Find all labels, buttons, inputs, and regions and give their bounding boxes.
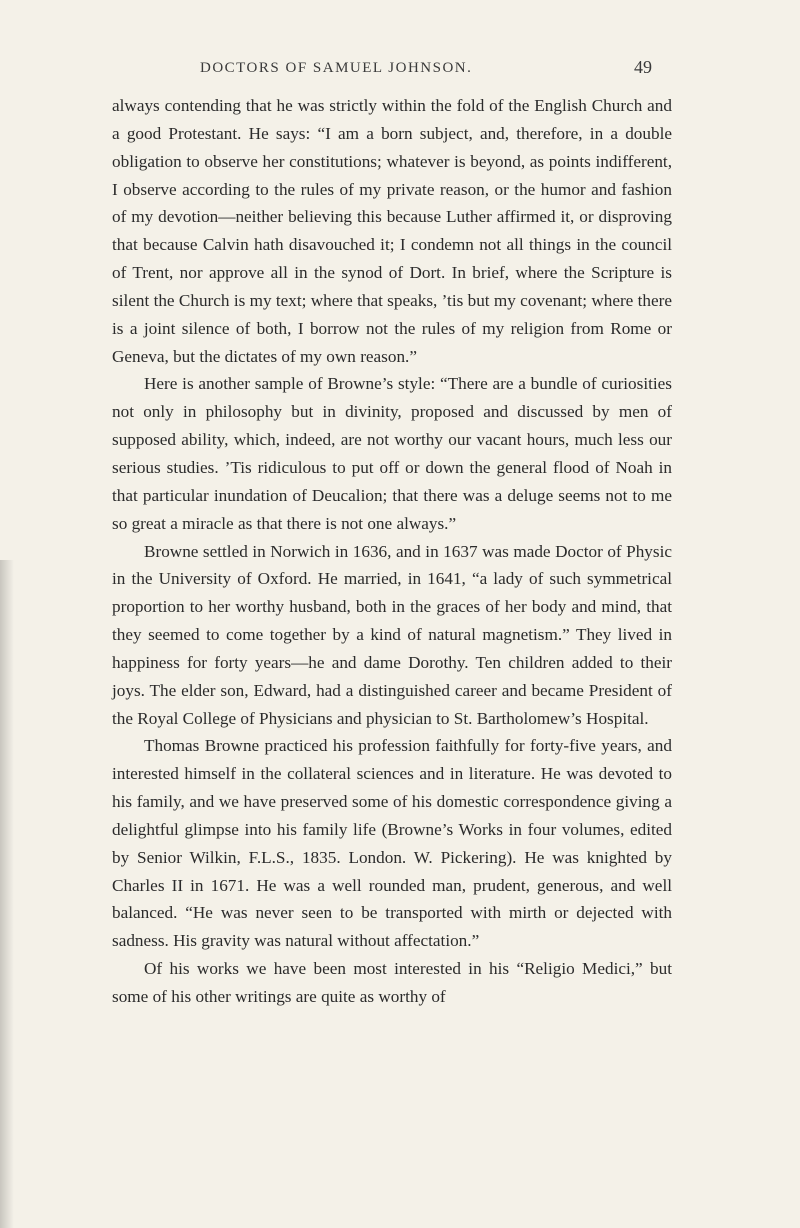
- paragraph-continued: always contending that he was strictly within the fold of the English Church and a good Protestant. He says: “I am a born subject, and, therefore, in a double obligation to observe her constitutions; whatever is beyond, as points indifferent, I observe according to the rules of my private reason, or the humor and fashion of my devotion—neither believing this because Luther affirmed it, or disproving that because Calvin hath disavouched it; I condemn not all things in the council of Trent, nor approve all in the synod of Dort. In brief, where the Scripture is silent the Church is my text; where that speaks, ’tis but my covenant; where there is a joint silence of both, I borrow not the rules of my religion from Rome or Geneva, but the dictates of my own reason.”: [112, 96, 672, 366]
- running-head: DOCTORS OF SAMUEL JOHNSON.: [200, 60, 473, 76]
- page-number: 49: [634, 57, 652, 77]
- paragraph: Browne settled in Norwich in 1636, and in 1637 was made Doctor of Physic in the University of Oxford. He married, in 1641, “a lady of such symmetrical proportion to her worthy husband, both in the graces of her body and mind, that they seemed to come together by a kind of natural magnetism.” They lived in happiness for forty years—he and dame Dorothy. Ten children added to their joys. The elder son, Edward, had a distinguished career and became President of the Royal College of Physicians and physician to St. Bartholomew’s Hospital.: [112, 541, 672, 728]
- paragraph: Thomas Browne practiced his profession faithfully for forty-five years, and interested himself in the collateral sciences and in literature. He was devoted to his family, and we have preserved some of his domestic correspondence giving a delightful glimpse into his family life (Browne’s Works in four volumes, edited by Senior Wilkin, F.L.S., 1835. London. W. Pickering). He was knighted by Charles II in 1671. He was a well rounded man, prudent, generous, and well balanced. “He was never seen to be transported with mirth or dejected with sadness. His gravity was natural without affectation.”: [112, 736, 672, 951]
- paragraph: Of his works we have been most interested in his “Religio Medici,” but some of his other writings are quite as worthy of: [112, 959, 672, 1006]
- body-text: [112, 92, 672, 1011]
- paragraph: Here is another sample of Browne’s style: “There are a bundle of curiosities not only in philosophy but in divinity, proposed and discussed by men of supposed ability, which, indeed, are not worthy our vacant hours, much less our serious studies. ’Tis ridiculous to put off or down the general flood of Noah in that particular inundation of Deucalion; that there was a deluge seems not to me so great a miracle as that there is not one always.”: [112, 374, 672, 533]
- page-edge-shadow: [0, 560, 14, 1228]
